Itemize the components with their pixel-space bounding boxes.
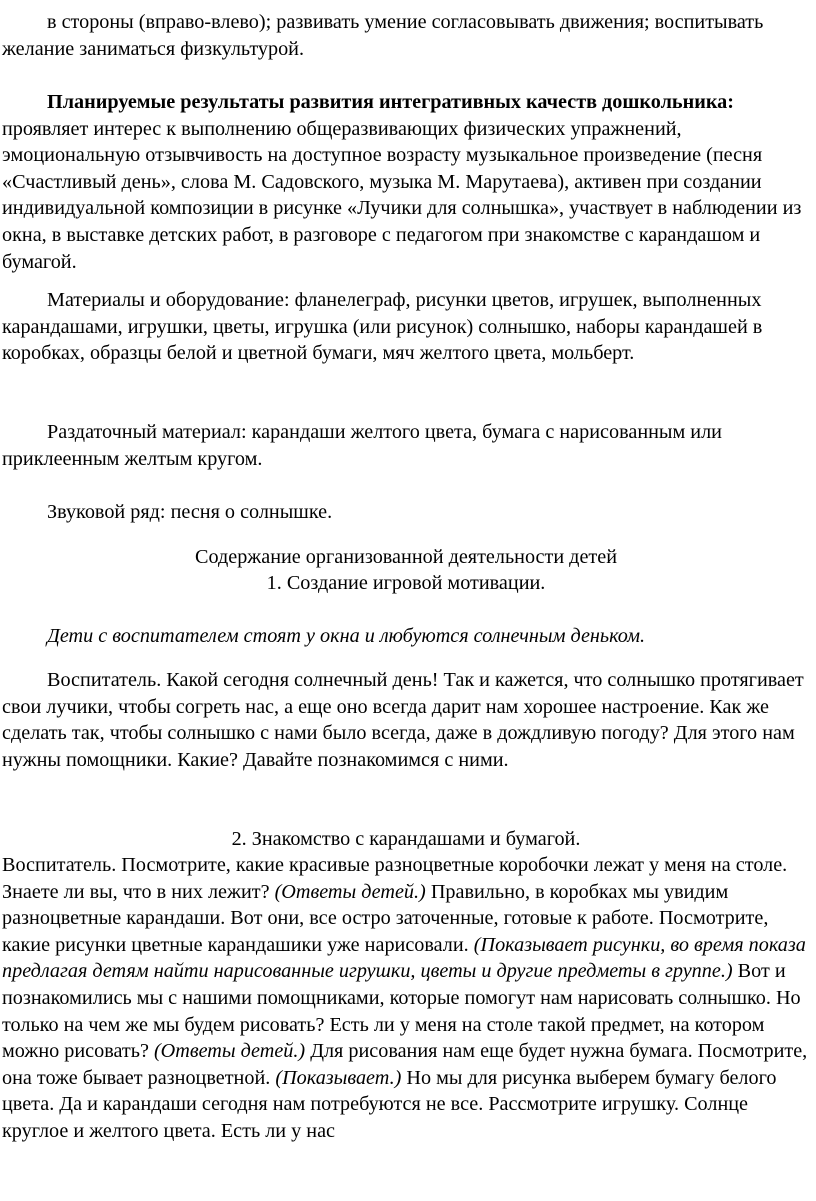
paragraph-materials: Материалы и оборудование: фланелеграф, рисунки цветов, игрушек, выполненных карандашами, игрушки, цветы, игрушка (или рисунок) солнышко, наборы карандашей в коробках, образцы белой и цветной бумаги, мяч желтого цвета, мольберт. bbox=[2, 289, 763, 365]
stage-note: (Показывает.) bbox=[275, 1066, 402, 1089]
text-run: Воспитатель. Посмотрите, какие красивые разноцветные коробочки лежат у меня на столе. Знаете ли вы, что в них лежит? bbox=[2, 854, 788, 903]
paragraph-sound: Звуковой ряд: песня о солнышке. bbox=[47, 501, 333, 523]
paragraph-planned-results bbox=[2, 89, 810, 275]
planned-results-heading: Планируемые результаты развития интегративных качеств дошкольника: bbox=[47, 91, 735, 113]
stage-note: (Ответы детей.) bbox=[153, 1040, 306, 1063]
text-run: Для рисования нам еще будет нужна бумага. Посмотрите, она тоже бывает разноцветной. bbox=[2, 1040, 808, 1089]
planned-results-text: проявляет интерес к выполнению общеразвивающих физических упражнений, эмоциональную отзывчивость на доступное возрасту музыкальное произведение (песня «Счастливый день», слова М. Садовского, музыка М. Марутаева), активен при создании индивидуальной композиции в рисунке «Лучики для солнышка», участвует в наблюдении из окна, в выставке детских работ, в разговоре с педагогом при знакомстве с карандашом и бумагой. bbox=[2, 117, 802, 273]
text-run: Правильно, в коробках мы увидим разноцветные карандаши. Вот они, все остро заточенные, готовые к работе. Посмотрите, какие рисунки цветные карандашики уже нарисовали. bbox=[2, 880, 769, 956]
paragraph-handouts: Раздаточный материал: карандаши желтого цвета, бумага с нарисованным или приклеенным желтым кругом. bbox=[2, 421, 722, 470]
paragraph-stage-direction: Дети с воспитателем стоят у окна и любуются солнечным деньком. bbox=[47, 625, 646, 647]
text-run: Вот и познакомились мы с нашими помощниками, которые помогут нам нарисовать солнышко. Но только на чем же мы будем рисовать? Есть ли у меня на столе такой предмет, на котором можно рисовать? bbox=[2, 960, 801, 1063]
text-run: Но мы для рисунка выберем бумагу белого цвета. Да и карандаши сегодня нам потребуются не все. Рассмотрите игрушку. Солнце круглое и желтого цвета. Есть ли у нас bbox=[2, 1066, 777, 1142]
section-heading-content: Содержание организованной деятельности детей bbox=[194, 546, 617, 568]
stage-note: (Ответы детей.) bbox=[274, 880, 426, 903]
paragraph-teacher-intro: Воспитатель. Какой сегодня солнечный день! Так и кажется, что солнышко протягивает свои лучики, чтобы согреть нас, а еще оно всегда дарит нам хорошее настроение. Как же сделать так, чтобы солнышко с нами было всегда, даже в дождливую погоду? Для этого нам нужны помощники. Какие? Давайте познакомимся с ними. bbox=[2, 669, 804, 771]
paragraph-teacher-pencils bbox=[2, 852, 810, 1145]
stage-note: (Показывает рисунки, во время показа предлагая детям найти нарисованные игрушки, цветы и другие предметы в группе.) bbox=[2, 933, 806, 983]
paragraph-goals: в стороны (вправо-влево); развивать умение согласовывать движения; воспитывать желание заниматься физкультурой. bbox=[2, 11, 764, 60]
section-heading-pencils: 2. Знакомство с карандашами и бумагой. bbox=[231, 828, 581, 850]
section-heading-motivation: 1. Создание игровой мотивации. bbox=[266, 572, 546, 594]
